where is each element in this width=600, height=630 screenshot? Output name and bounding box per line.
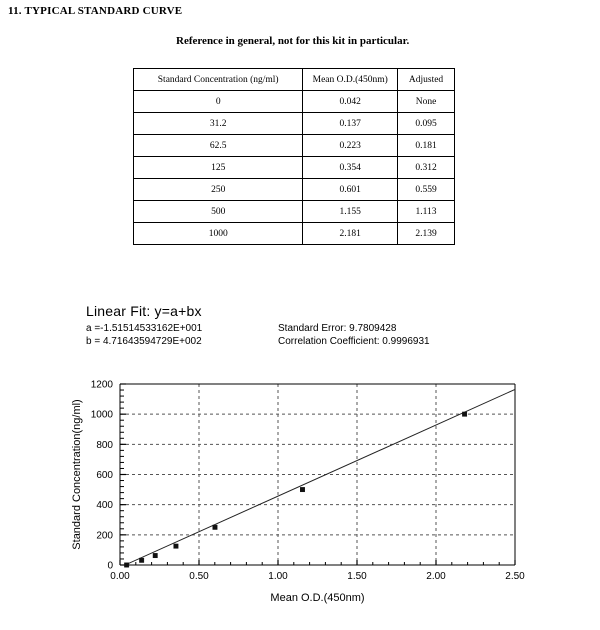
- x-axis-title: Mean O.D.(450nm): [270, 592, 365, 604]
- y-tick-label: 1200: [90, 379, 113, 391]
- table-cell: 1.113: [398, 201, 455, 223]
- table-row: [134, 135, 455, 157]
- table-cell: None: [398, 91, 455, 113]
- data-point: [300, 487, 304, 491]
- y-tick-label: 800: [96, 439, 113, 451]
- table-cell: 0.312: [398, 157, 455, 179]
- page-title: 11. TYPICAL STANDARD CURVE: [8, 5, 183, 17]
- x-tick-label: 0.50: [189, 571, 209, 582]
- data-point: [213, 525, 217, 529]
- table-row: [134, 91, 455, 113]
- fit-correlation-coefficient: Correlation Coefficient: 0.9996931: [278, 336, 430, 347]
- data-point: [462, 412, 466, 416]
- y-tick-label: 0: [107, 560, 113, 572]
- fit-coefficient-b: b = 4.71643594729E+002: [86, 336, 202, 347]
- table-cell: 62.5: [134, 135, 303, 157]
- data-point: [124, 563, 128, 567]
- table-cell: 0.601: [303, 179, 398, 201]
- table-header-row: [134, 69, 455, 91]
- table-cell: 0.223: [303, 135, 398, 157]
- linear-fit-block: [86, 303, 430, 348]
- table-cell: 0.095: [398, 113, 455, 135]
- data-point: [153, 553, 157, 557]
- y-axis-title: Standard Concentration(ng/ml): [71, 399, 83, 550]
- table-cell: 0.559: [398, 179, 455, 201]
- column-header-adjusted: Adjusted: [398, 69, 455, 91]
- column-header-concentration: Standard Concentration (ng/ml): [134, 69, 303, 91]
- chart-canvas: [0, 370, 600, 620]
- y-tick-label: 400: [96, 500, 113, 512]
- x-tick-label: 2.00: [426, 571, 446, 582]
- linear-fit-title: Linear Fit: y=a+bx: [86, 303, 202, 319]
- fit-row-a: [86, 322, 397, 335]
- table-row: [134, 157, 455, 179]
- table-row: [134, 179, 455, 201]
- x-tick-label: 0.00: [110, 571, 130, 582]
- standard-curve-chart: [0, 370, 600, 620]
- table-cell: 0.137: [303, 113, 398, 135]
- table-cell: 1000: [134, 223, 303, 245]
- fit-standard-error: Standard Error: 9.7809428: [278, 323, 397, 334]
- table-cell: 125: [134, 157, 303, 179]
- table-cell: 0.354: [303, 157, 398, 179]
- table-cell: 500: [134, 201, 303, 223]
- y-tick-label: 600: [96, 470, 113, 481]
- table-cell: 0.042: [303, 91, 398, 113]
- x-tick-label: 2.50: [505, 571, 525, 582]
- y-tick-label: 200: [96, 530, 113, 542]
- fit-row-b: [86, 335, 430, 348]
- table-row: [134, 223, 455, 245]
- y-tick-label: 1000: [90, 409, 113, 421]
- table-cell: 31.2: [134, 113, 303, 135]
- x-tick-label: 1.00: [268, 571, 288, 582]
- x-tick-label: 1.50: [347, 571, 367, 582]
- fit-coefficient-a: a =-1.51514533162E+001: [86, 323, 203, 334]
- table-cell: 2.139: [398, 223, 455, 245]
- table-cell: 0.181: [398, 135, 455, 157]
- standard-curve-table: [133, 68, 455, 245]
- table-row: [134, 201, 455, 223]
- table-cell: 2.181: [303, 223, 398, 245]
- table-cell: 0: [134, 91, 303, 113]
- reference-note: Reference in general, not for this kit in particular.: [176, 35, 410, 47]
- column-header-mean-od: Mean O.D.(450nm): [303, 69, 398, 91]
- data-point: [139, 558, 143, 562]
- table-row: [134, 113, 455, 135]
- table-cell: 250: [134, 179, 303, 201]
- fit-line: [125, 389, 515, 565]
- table-cell: 1.155: [303, 201, 398, 223]
- data-point: [174, 544, 178, 548]
